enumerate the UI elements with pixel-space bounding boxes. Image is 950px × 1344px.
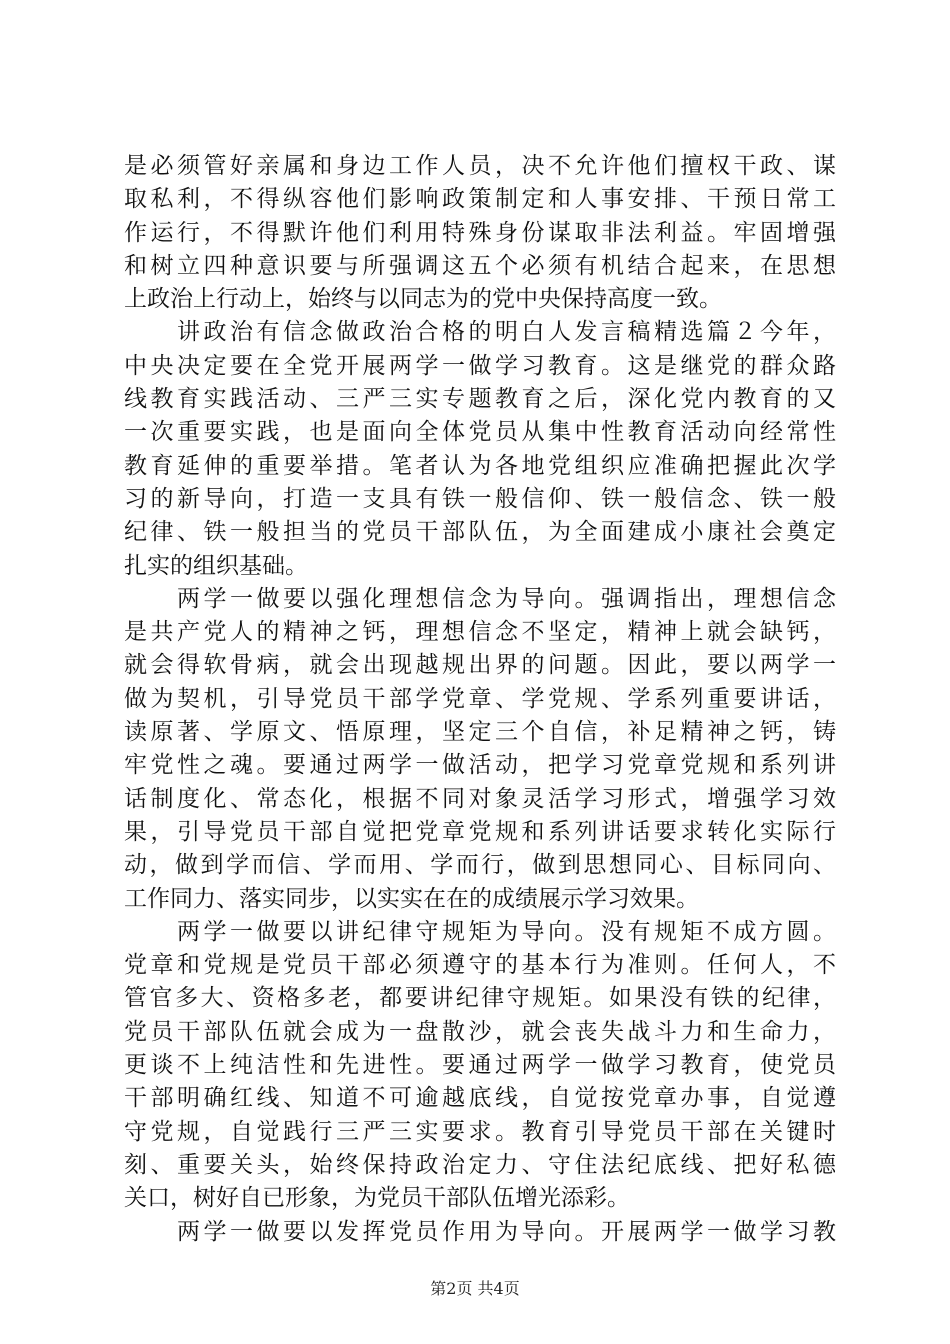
text-line: 和树立四种意识要与所强调这五个必须有机结合起来，在思想 — [124, 252, 836, 279]
text-line: 取私利，不得纵容他们影响政策制定和人事安排、干预日常工 — [124, 186, 836, 213]
text-line: 线教育实践活动、三严三实专题教育之后，深化党内教育的又 — [124, 386, 836, 413]
page-footer: 第2页 共4页 — [430, 1279, 520, 1298]
text-line: 是必须管好亲属和身边工作人员，决不允许他们擅权干政、谋 — [124, 153, 836, 179]
text-line: 刻、重要关头，始终保持政治定力、守住法纪底线、把好私德 — [124, 1151, 836, 1178]
text-line: 上政治上行动上，始终与以同志为的党中央保持高度一致。 — [124, 286, 722, 313]
text-line: 话制度化、常态化，根据不同对象灵活学习形式，增强学习效 — [124, 785, 836, 812]
text-line: 动，做到学而信、学而用、学而行，做到思想同心、目标同向、 — [124, 852, 836, 879]
text-line: 做为契机，引导党员干部学党章、学党规、学系列重要讲话， — [124, 685, 836, 712]
text-line: 果，引导党员干部自觉把党章党规和系列讲话要求转化实际行 — [124, 818, 836, 845]
text-line: 党章和党规是党员干部必须遵守的基本行为准则。任何人，不 — [124, 952, 836, 979]
text-line: 中央决定要在全党开展两学一做学习教育。这是继党的群众路 — [124, 352, 836, 379]
text-line: 是共产党人的精神之钙，理想信念不坚定，精神上就会缺钙， — [124, 619, 836, 646]
text-line: 工作同力、落实同步，以实实在在的成绩展示学习效果。 — [124, 885, 699, 912]
text-line: 一次重要实践，也是面向全体党员从集中性教育活动向经常性 — [124, 419, 836, 446]
text-line: 作运行，不得默许他们利用特殊身份谋取非法利益。牢固增强 — [124, 219, 836, 246]
text-line: 读原著、学原文、悟原理，坚定三个自信，补足精神之钙，铸 — [124, 719, 836, 746]
text-line: 关口，树好自已形象，为党员干部队伍增光添彩。 — [124, 1185, 630, 1212]
text-line: 干部明确红线、知道不可逾越底线，自觉按党章办事，自觉遵 — [124, 1085, 836, 1112]
text-line: 党员干部队伍就会成为一盘散沙，就会丧失战斗力和生命力， — [124, 1018, 836, 1045]
document-body — [124, 150, 836, 1249]
text-line: 讲政治有信念做政治合格的明白人发言稿精选篇２今年， — [124, 319, 836, 346]
text-line: 扎实的组织基础。 — [124, 552, 308, 579]
text-line: 管官多大、资格多老，都要讲纪律守规矩。如果没有铁的纪律， — [124, 985, 836, 1012]
text-line: 牢党性之魂。要通过两学一做活动，把学习党章党规和系列讲 — [124, 752, 836, 779]
text-line: 两学一做要以讲纪律守规矩为导向。没有规矩不成方圆。 — [124, 918, 836, 945]
text-line: 纪律、铁一般担当的党员干部队伍，为全面建成小康社会奠定 — [124, 519, 836, 546]
text-line: 习的新导向，打造一支具有铁一般信仰、铁一般信念、铁一般 — [124, 485, 836, 512]
text-line: 两学一做要以发挥党员作用为导向。开展两学一做学习教 — [124, 1218, 836, 1245]
text-line: 两学一做要以强化理想信念为导向。强调指出，理想信念 — [124, 585, 836, 612]
text-line: 教育延伸的重要举措。笔者认为各地党组织应准确把握此次学 — [124, 452, 836, 479]
text-line: 就会得软骨病，就会出现越规出界的问题。因此，要以两学一 — [124, 652, 836, 679]
text-line: 守党规，自觉践行三严三实要求。教育引导党员干部在关键时 — [124, 1118, 836, 1145]
text-line: 更谈不上纯洁性和先进性。要通过两学一做学习教育，使党员 — [124, 1052, 836, 1079]
